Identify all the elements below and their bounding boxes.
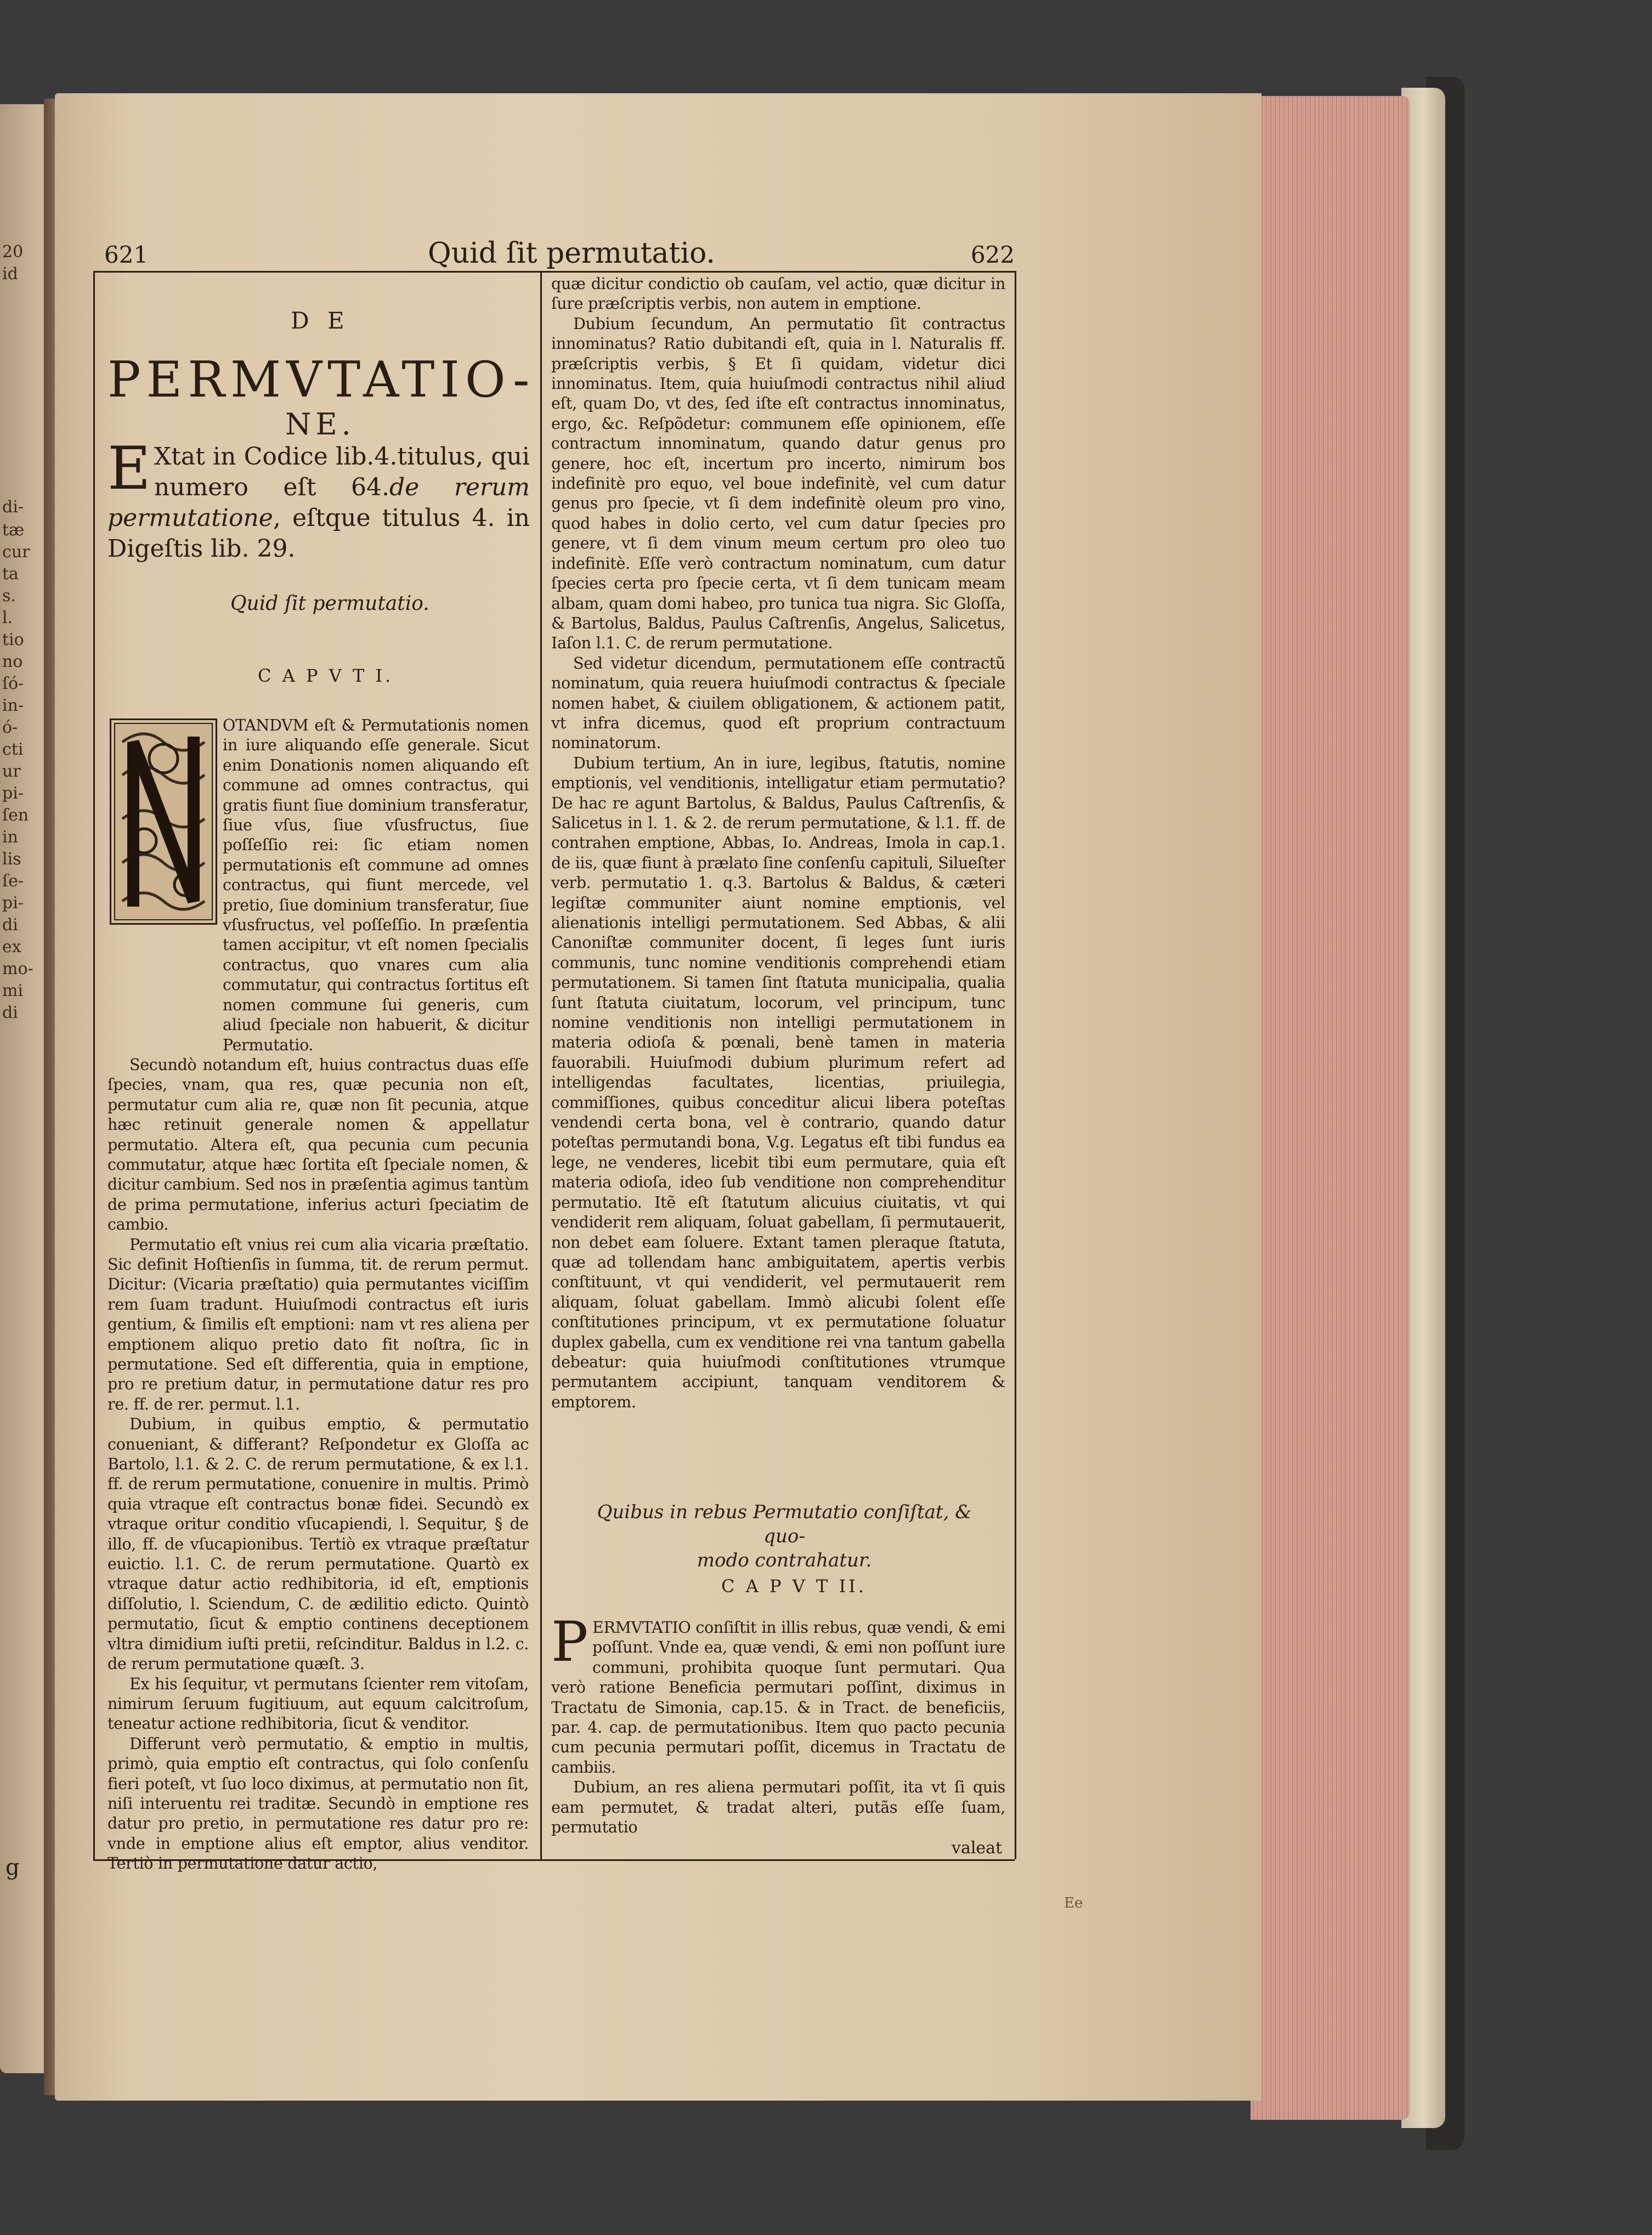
paragraph: Dubium, an res aliena permutari poſſit, ita vt ſi quis eam permutet, & tradat alteri, putãs eſſe ſuam, permutatio bbox=[551, 1778, 1005, 1837]
intro-paragraph bbox=[108, 434, 530, 564]
paragraph: Secundò notandum eſt, huius contractus duas eſſe ſpecies, vnam, qua res, quæ pecunia non eſt, permutatur cum alia re, quæ non ſit pecunia, atque hæc retinuit generale nomen & appellatur permutatio. Altera eſt, qua pecunia cum pecunia commutatur, atque hæc ſortita eſt ſpeciale nomen, & dicitur cambium. Sed nos in præſentia agimus tantùm de prima permutatione, inferius acturi ſpeciatim de cambio. bbox=[108, 1055, 529, 1234]
intro-text-2: , eſtque titulus 4. in Digeſtis lib. 29. bbox=[108, 504, 530, 563]
margin-glyph: g bbox=[5, 1855, 20, 1880]
section-subtitle: Quid ſit permutatio. bbox=[230, 592, 429, 615]
right-column bbox=[551, 274, 1005, 1412]
paragraph: quæ dicitur condictio ob cauſam, vel actio, quæ dicitur in ſure præſcriptis verbis, non autem in emptione. bbox=[551, 275, 1005, 313]
left-margin-fragment: ſen bbox=[2, 806, 29, 825]
left-column bbox=[108, 716, 529, 1874]
page-number-right: 622 bbox=[970, 241, 1015, 268]
left-margin-fragment: ſe- bbox=[2, 872, 24, 891]
chapter-title-end: NE. bbox=[285, 407, 355, 442]
paragraph-text: ERMVTATIO conſiſtit in illis rebus, quæ vendi, & emi poſſunt. Vnde ea, quæ vendi, & emi non poſſunt iure communi, prohibita quoque ſunt permutari. Qua verò ratione Beneficia permutari poſſint, diximus in Tractatu de Simonia, cap.15. & in Tract. de beneficiis, par. 4. cap. de permutationibus. Item quo pacto pecunia cum pecunia permutari poſſit, dicemus in Tractatu de cambiis. bbox=[551, 1619, 1005, 1776]
left-margin-fragment: in bbox=[2, 828, 18, 847]
left-margin-fragment: id bbox=[2, 264, 18, 284]
left-margin-fragment: tio bbox=[2, 630, 24, 649]
frame-rule-right bbox=[1015, 271, 1016, 1859]
left-margin-fragment: l. bbox=[2, 608, 13, 627]
left-margin-fragment: ur bbox=[2, 762, 21, 781]
caput2-text bbox=[551, 1610, 1005, 1837]
left-margin-fragment: in- bbox=[2, 696, 24, 715]
left-margin-fragment: di- bbox=[2, 497, 24, 517]
paragraph: Sed videtur dicendum, permutationem eſſe contractũ nominatum, quia reuera huiuſmodi contractus & ſpeciale nomen habet, & ciuilem obligationem, & actionem patit, vt infra dicemus, quod eſt proprium contractuum nominatorum. bbox=[551, 654, 1005, 752]
left-margin-fragment: 20 bbox=[2, 242, 24, 262]
red-page-edges bbox=[1251, 96, 1410, 2120]
intro-text-1: Xtat in Codice lib.4.titulus, qui numero eſt 64. bbox=[154, 443, 530, 501]
section-subtitle-2-line: modo contrahatur. bbox=[697, 1549, 872, 1571]
column-divider bbox=[540, 271, 542, 1859]
chapter-title: PERMVTATIO- bbox=[108, 351, 535, 409]
frame-rule-top bbox=[93, 271, 1015, 273]
catchword: valeat bbox=[952, 1838, 1003, 1858]
paragraph-text: OTANDVM eſt & Permutationis nomen in iure aliquando eſſe generale. Sicut enim Donationis nomen aliquando eſt commune ad omnes contractus, qui gratis fiunt ſiue dominium transferatur, ſiue vſus, ſiue vſusfructus, ſiue poſſeſſio rei: ſic etiam nomen permutationis eſt commune ad omnes contractus, qui fiunt mercede, vel pretio, ſiue dominium transferatur, ſiue vſusfructus, vel poſſeſſio. In præſentia tamen accipitur, vt eſt nomen ſpecialis contractus, quo vnares cum alia commutatur, qui contractus ſortitus eſt nomen commune ſui generis, cum aliud ſpeciale non habuerit, & dicitur Permutatio. bbox=[223, 716, 529, 1054]
left-margin-fragment: s. bbox=[2, 586, 16, 606]
paragraph: Ex his ſequitur, vt permutans ſcienter rem vitoſam, nimirum ſeruum fugitiuum, aut equum calcitroſum, teneatur actione redhibitoria, ſicut & venditor. bbox=[108, 1674, 529, 1733]
caput-heading-1: C A P V T I. bbox=[258, 665, 394, 686]
left-margin-fragment: di bbox=[2, 1003, 18, 1022]
section-subtitle-2 bbox=[592, 1500, 976, 1572]
paragraph: Differunt verò permutatio, & emptio in multis, primò, quia emptio eſt contractus, qui ſolo conſenſu fieri poteſt, vt ſuo loco diximus, at permutatio non ſit, niſi interuentu rei traditæ. Secundò in emptione res datur pro pretio, in permutatione res datur pro re: vnde in emptione alius eſt emptor, alius venditor. Tertiò in permutatione datur actio, bbox=[108, 1734, 529, 1873]
section-subtitle-2-line: Quibus in rebus Permutatio conſiſtat, & quo- bbox=[597, 1501, 972, 1547]
left-margin-fragment: no bbox=[2, 652, 23, 671]
paragraph bbox=[108, 716, 529, 1055]
left-margin-fragment: cur bbox=[2, 542, 30, 562]
paragraph: Permutatio eſt vnius rei cum alia vicaria præſtatio. Sic definit Hoſtienſis in ſumma, tit. de rerum permut. Dicitur: (Vicaria præſtatio) quia permutantes viciſſim rem ſuam tradunt. Huiuſmodi contractus eſt iuris gentium, & ſimilis eſt emptioni: nam vt res aliena per emptionem aliquo pretio dato fit noſtra, ſic in permutatione. Sed eſt differentia, quia in emptione, pro re pretium datur, in permutatione datur res pro re. ff. de rer. permut. l.1. bbox=[108, 1235, 529, 1413]
left-margin-fragment: ó- bbox=[2, 718, 18, 737]
intro-italic: de rerum permutatione bbox=[108, 473, 530, 532]
left-margin-fragment: mo- bbox=[2, 959, 33, 978]
intro-initial: E bbox=[108, 434, 151, 503]
left-margin-fragment: ex bbox=[2, 937, 21, 957]
left-margin-fragment: ſó- bbox=[2, 674, 24, 693]
left-margin-fragment: cti bbox=[2, 740, 24, 759]
paragraph: Dubium tertium, An in iure, legibus, ſtatutis, nomine emptionis, vel venditionis, intelligatur etiam permutatio? De hac re agunt Bartolus, & Baldus, Paulus Caſtrenſis, & Salicetus in l. 1. & 2. de rerum permutatione, & l.1. ff. de contrahen emptione, Abbas, Io. Andreas, Imola in cap.1. de iis, quæ fiunt à prælato ſine conſenſu capituli, Silueſter verb. permutatio 1. q.3. Bartolus & Baldus, & cæteri legiſtæ communiter aiunt nomine emptionis, vel alienationis intelligi permutationem. Sed Abbas, & alii Canoniſtæ communiter docent, ſi leges ſunt iuris communis, tunc nomine venditionis comprehendi etiam permutationem. Si tamen ſint ſtatuta municipalia, qualia ſunt ſtatuta ciuitatum, locorum, vel principum, tunc nomine venditionis non intelligi permutationem in materia odioſa & pœnali, benè tamen in materia fauorabili. Huiuſmodi dubium plurimum refert ad intelligendas facultates, licentias, priuilegia, commiſſiones, quibus conceditur alicui libera poteſtas vendendi certa bona, vel è contrario, quando datur poteſtas permutandi bona, V.g. Legatus eſt tibi fundus ea lege, ne venderes, licebit tibi eum permutare, quia eſt materia odioſa, ideo ſub venditione non comprehenditur permutatio. Itẽ eſt ſtatutum alicuius ciuitatis, vt qui vendiderit rem aliquam, ſoluat gabellam, ſi permutauerit, non debet eam ſoluere. Extant tamen pleraque ſtatuta, quæ ad tollendam hanc ambiguitatem, apertis verbis conſtituunt, vt qui vendiderit, vel permutauerit rem aliquam, ſoluat gabellam. Immò alicubi ſolent eſſe conſtitutiones principum, vt ex permutatione ſoluatur duplex gabella, cum ex venditione rei vna tantum gabella debeatur: quia huiuſmodi conſtitutiones vtrumque permutantem accipiunt, tanquam venditorem & emptorem. bbox=[551, 754, 1005, 1411]
paragraph: Dubium, in quibus emptio, & permutatio conueniant, & differant? Reſpondetur ex Gloſſa ac Bartolo, l.1. & 2. C. de rerum permutatione, & ex l.1. ff. de rerum permutatione, conuenire in multis. Primò quia vtraque eſt contractus bonæ fidei. Secundò ex vtraque oritur conditio vſucapiendi, l. Sequitur, § de illo, ff. de vſucapionibus. Tertiò ex vtraque præſtatur euictio. l.1. C. de rerum permutatione. Quartò ex vtraque datur actio redhibitoria, id eſt, emptionis diſſolutio, l. Sciendum, C. de ædilitio edicto. Quintò permutatio, ſicut & emptio continens deceptionem vltra dimidium iuſti pretii, reſcinditur. Baldus in l.2. c. de rerum permutatione quæſt. 3. bbox=[108, 1415, 529, 1673]
frame-rule-left bbox=[93, 271, 95, 1859]
left-margin-fragment: mi bbox=[2, 981, 24, 1000]
left-margin-fragment: pi- bbox=[2, 784, 24, 803]
page-number-left: 621 bbox=[104, 241, 149, 268]
left-margin-fragment: ta bbox=[2, 564, 19, 584]
running-header bbox=[93, 237, 1015, 271]
paragraph: Dubium ſecundum, An permutatio ſit contractus innominatus? Ratio dubitandi eſt, quia in l. Naturalis ff. præſcriptis verbis, § Et ſi quidam, videtur dici innominatus. Item, quia huiuſmodi contractus nihil aliud eſt, quam Do, vt des, ſed iſte eſt contractus innominatus, ergo, &c. Reſpõdetur: communem eſſe opinionem, eſſe contractum innominatum, quando datur genus pro genere, hoc eſt, incertum pro incerto, nimirum bos indefinitè pro equo, vel boue indefinitè, vel cum datur genus pro ſpecie, vt ſi dem indefinitè oleum pro vino, quod habes in dolio certo, vel cum datur ſpecies pro genere, vt ſi dem vinum meum certum pro oleo tuo indefinitè. Eſſe verò contractum nominatum, cum datur ſpecies certa pro ſpecie certa, vt ſi dem tunicam meam albam, quam domi habeo, pro tunica tua nigra. Sic Gloſſa, & Bartolus, Baldus, Paulus Caſtrenſis, Angelus, Salicetus, Iaſon l.1. C. de rerum permutatione. bbox=[551, 314, 1005, 653]
paragraph bbox=[551, 1610, 1005, 1778]
title-de: D E bbox=[291, 307, 350, 334]
left-margin-fragment: pi- bbox=[2, 893, 24, 913]
left-margin-fragment: tæ bbox=[2, 520, 25, 540]
caput2-initial: P bbox=[551, 1610, 588, 1674]
caput-heading-2: C A P V T II. bbox=[721, 1576, 867, 1597]
signature-mark: Ee bbox=[1064, 1895, 1083, 1911]
running-title: Quid ſit permutatio. bbox=[428, 237, 715, 270]
left-margin-fragment: lis bbox=[2, 850, 21, 869]
left-margin-fragment: di bbox=[2, 915, 18, 935]
